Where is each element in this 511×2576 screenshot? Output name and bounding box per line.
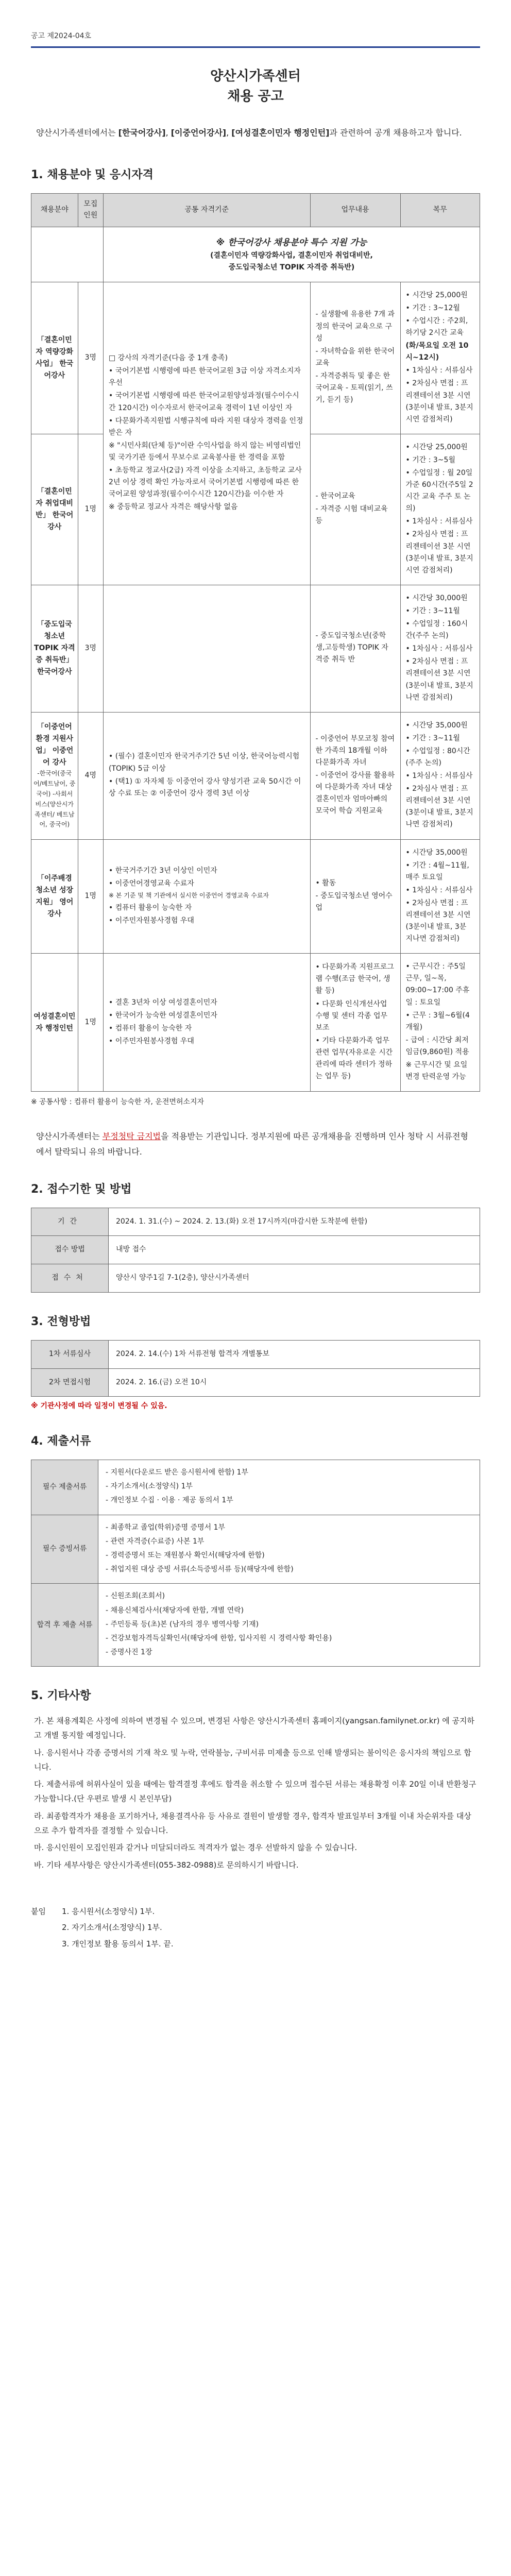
benefit-item: • 수업일정 : 월 20일가준 60시간(주5일 2시간 교육 주주 토 논의): [405, 469, 473, 513]
benefits-cell: [400, 434, 480, 585]
document-number: 공고 제2024-04호: [31, 31, 480, 48]
table-row: [31, 1460, 480, 1515]
attachment-item: 3. 개인정보 활용 동의서 1부. 끝.: [62, 1939, 174, 1948]
intro-highlight-1: [한국어강사]: [118, 127, 166, 138]
para2-pre: 양산시가족센터는: [36, 1131, 103, 1141]
benefits-cell: [400, 585, 480, 712]
list-item: 나. 응시원서나 각종 증명서의 기재 착오 및 누락, 연락불능, 구비서류 미제출 등으로 인해 발생되는 불이익은 응시자의 책임으로 합니다.: [34, 1748, 471, 1772]
duty-item: - 이중언어 부모코칭 참여한 가족의 18개월 이하 다문화가족 자녀: [315, 734, 395, 767]
benefit-item: • 1차심사 : 서류심사: [405, 366, 473, 375]
duty-item: • 다문화 인식개선사업 수행 및 센터 각종 업무 보조: [315, 999, 388, 1032]
attachments-label-spacer: [31, 1920, 62, 1936]
document-item: - 증명사진 1장: [106, 1648, 152, 1657]
table-row: [31, 712, 480, 839]
req-item: ※ 본 기준 및 책 기관에서 실시한 이중언어 경영교육 수료자: [109, 892, 269, 899]
benefit-item: • 1차심사 : 서류심사: [405, 517, 473, 526]
row-value: [98, 1584, 480, 1667]
document-item: - 관련 자격증(수료증) 사본 1부: [106, 1537, 205, 1546]
benefit-item: • 근무시간 : 주5일 근무, 일~목, 09:00~17:00 주휴일 : 토요일: [405, 962, 470, 1007]
other-notes-list: [31, 1714, 480, 1873]
title-line-2: 채용 공고: [227, 88, 284, 104]
document-item: - 자기소개서(소정양식) 1부: [106, 1482, 193, 1491]
intro-sep-2: ,: [226, 127, 232, 138]
benefit-item: • 시간당 25,000원: [405, 443, 468, 451]
requirements-cell: [104, 839, 311, 954]
application-table: [31, 1208, 480, 1293]
duty-item: • 기타 다문화가족 업무 관련 업무(자유로운 시간 관리에 따라 센터가 정하는 업무 등): [315, 1036, 393, 1081]
duty-item: • 다문화가족 지원프로그램 수행(조금 한국어, 생활 등): [315, 963, 394, 995]
header-count: 모집인원: [78, 194, 103, 227]
duty-item: - 한국어교육: [315, 492, 355, 501]
list-item: 마. 응시인원이 모집인원과 같거나 미달되더라도 적격자가 없는 경우 선발하지 않을 수 있습니다.: [34, 1843, 357, 1853]
intro-pre: 양산시가족센터에서는: [36, 127, 118, 138]
benefit-item: • 기간 : 3~5월: [405, 455, 455, 464]
notice-spacer: [31, 227, 104, 282]
benefit-item: • 기간 : 3~11월: [405, 606, 460, 615]
section-1-footnote: ※ 공통사항 : 컴퓨터 활용이 능숙한 자, 운전면허소지자: [31, 1098, 205, 1107]
req-item: • 다문화가족지원법 시행규칙에 따라 지원 대상자 경력을 인정받은 자: [109, 416, 303, 437]
duty-cell: [310, 585, 400, 712]
document-item: - 지원서(다운로드 받은 응시원서에 한함) 1부: [106, 1468, 249, 1477]
duty-item: - 자격증 시험 대비교육 등: [315, 505, 388, 526]
title-line-1: 양산시가족센터: [210, 68, 301, 84]
attachment-row: [31, 1904, 480, 1920]
benefit-item: • 시간당 25,000원: [405, 291, 468, 299]
duty-item: - 자녀학습을 위한 한국어교육: [315, 347, 395, 367]
recruitment-table: [31, 193, 480, 1092]
duty-cell: [310, 282, 400, 434]
benefits-cell: [400, 282, 480, 434]
intro-highlight-2: [이중언어강사]: [171, 127, 227, 138]
recruitment-table-header: [31, 194, 480, 227]
benefit-item: • 2차심사 면접 : 프리젠테이션 3분 시연(3분이내 발표, 3분지나면 감점처리): [405, 785, 473, 829]
section-4-title: 4. 제출서류: [31, 1435, 91, 1448]
headcount: 1명: [78, 839, 103, 954]
req-item: • (필수) 결혼이민자 한국거주기간 5년 이상, 한국어능력시험(TOPIK) 5급 이상: [109, 752, 300, 773]
document-item: - 채용신체검사서(채당자에 한함, 개별 연락): [106, 1606, 244, 1615]
document-item: - 취업지원 대상 증빙 서류(소득증빙서류 등)(해당자에 한함): [106, 1565, 294, 1574]
intro-post: 과 관련하여 공개 채용하고자 합니다.: [329, 127, 462, 138]
section-5-title: 5. 기타사항: [31, 1689, 91, 1703]
row-label: 합격 후 제출 서류: [31, 1584, 98, 1667]
document-item: - 신원조회(조회서): [106, 1592, 165, 1601]
table-row: [31, 1515, 480, 1584]
table-row: [31, 1340, 480, 1368]
benefits-cell: [400, 954, 480, 1092]
field-name: 「중도입국청소년 TOPIK 자격증 취득반」 한국어강사: [31, 585, 78, 712]
benefit-item: • 2차심사 면접 : 프리젠테이션 3분 시연(3분이내 발표, 3분지시연 감점처리): [405, 530, 473, 574]
document-item: - 개인정보 수집 · 이용 · 제공 동의서 1부: [106, 1496, 233, 1505]
req-item: • 이주민자원봉사경험 우대: [109, 1037, 194, 1045]
benefit-item: (화/목요일 오전 10시~12시): [405, 342, 469, 362]
row-value: 양산시 양주1길 7-1(2층), 양산시가족센터: [109, 1264, 480, 1293]
row-label: 접수처: [31, 1264, 109, 1293]
row-value: [98, 1460, 480, 1515]
benefit-item: • 시간당 30,000원: [405, 594, 468, 602]
benefit-item: • 2차심사 면접 : 프리젠테이션 3분 시연(3분이내 발표, 3분지시연 감점처리): [405, 379, 473, 423]
selection-table: [31, 1340, 480, 1397]
benefit-item: ※ 근무시간 및 요일 변경 탄력운영 가능: [405, 1061, 468, 1081]
table-row: [31, 585, 480, 712]
req-item: • 초등학교 정교사(2급) 자격 이상을 소지하고, 초등학교 교사 2년 이상 경력 확인 가능자로서 국어기본법 시행령에 따른 한국어교원 양성과정(필수이수시간 120시간)을 이수한 자: [109, 466, 302, 499]
duty-item: - 중도입국청소년(중학생,고등학생) TOPIK 자격증 취득 반: [315, 632, 388, 664]
headcount: 4명: [78, 712, 103, 839]
header-requirements: 공통 자격기준: [104, 194, 311, 227]
header-field: 채용분야: [31, 194, 78, 227]
notice-line-1: ※ 한국어강사 채용분야 특수 지원 가능: [216, 237, 367, 248]
anti-graft-paragraph: [31, 1129, 480, 1160]
notice-row: [31, 227, 480, 282]
benefit-item: • 수업일정 : 80시간(주주 논의): [405, 747, 470, 767]
benefit-item: • 기간 : 3~11월: [405, 734, 460, 742]
row-label: 접수 방법: [31, 1236, 109, 1264]
attachment-item: 2. 자기소개서(소정양식) 1부.: [62, 1923, 162, 1933]
headcount: 3명: [78, 585, 103, 712]
table-row: [31, 1368, 480, 1397]
benefit-item: • 1차심사 : 서류심사: [405, 645, 473, 653]
req-item: ※ 중등학교 정교사 자격은 해당사항 없음: [109, 503, 238, 512]
duty-cell: [310, 712, 400, 839]
attachments-label: 붙임: [31, 1906, 46, 1916]
section-2-title: 2. 접수기한 및 방법: [31, 1182, 132, 1196]
table-row: [31, 1264, 480, 1293]
req-item: • 컴퓨터 활용이 능숙한 자: [109, 1024, 192, 1032]
document-item: - 최종학교 졸업(학위)증명 증명서 1부: [106, 1523, 226, 1532]
field-name-main: 「이중언어환경 지원사업」 이중언어 강사: [36, 723, 74, 767]
benefit-item: • 근무 : 3월~6월(4개월): [405, 1011, 470, 1031]
benefit-item: • 2차심사 면접 : 프리젠테이션 3분 시연(3분이내 발표, 3분 지나면 감점처리): [405, 899, 471, 943]
row-label: 2차 면접시험: [31, 1368, 109, 1397]
attachments: [31, 1904, 480, 1953]
duty-cell: [310, 839, 400, 954]
req-item: • 이주민자원봉사경험 우대: [109, 916, 194, 925]
list-item: 가. 본 채용계획은 사정에 의하여 변경될 수 있으며, 변경된 사항은 양산시가족센터 홈페이지(yangsan.familynet.or.kr) 에 공지하고 개별 통지할 예정입니다.: [34, 1716, 474, 1740]
table-row: [31, 1584, 480, 1667]
header-benefits: 복무: [400, 194, 480, 227]
duty-item: - 자격증취득 및 좋은 한국어교육 - 토픽(읽기, 쓰기, 듣기 등): [315, 371, 393, 404]
anti-graft-law: 부정청탁 금지법: [102, 1131, 161, 1141]
documents-table: [31, 1460, 480, 1667]
table-row: [31, 1208, 480, 1236]
special-notice: [104, 227, 480, 282]
headcount: 1명: [78, 954, 103, 1092]
table-row: [31, 282, 480, 434]
req-item: □ 강사의 자격기준(다음 중 1개 충족): [109, 354, 228, 363]
req-item: • 결혼 3년차 이상 여성결혼이민자: [109, 998, 217, 1007]
list-item: 라. 최종합격자가 채용을 포기하거나, 채용결격사유 등 사유로 결원이 발생할 경우, 합격자 발표일부터 3개월 이내 차순위자를 대상으로 추가 합격자를 결정할 수 있습니다.: [34, 1811, 471, 1835]
list-item: 다. 제출서류에 허위사실이 있을 때에는 합격결정 후에도 합격을 취소할 수 있으며 접수된 서류는 채용확정 이후 20일 이내 반환청구 가능합니다.(단 우편로 발생 시 본인부담): [34, 1780, 476, 1804]
document-item: - 경력증명서 또는 재원봉사 확인서(해당자에 한함): [106, 1551, 265, 1560]
req-item: ※ "시민사회(단체 등)"이란 수익사업을 하지 않는 비영리법인 및 국가기관 등에서 무보수로 교육봉사를 한 경력을 포함: [109, 441, 301, 462]
table-row: [31, 1236, 480, 1264]
document-item: - 주민등록 등(초)본 (남자의 경우 병역사항 기재): [106, 1620, 259, 1629]
row-label: 1차 서류심사: [31, 1340, 109, 1368]
schedule-change-note: ※ 기관사정에 따라 일정이 변경될 수 있음.: [31, 1402, 167, 1411]
benefit-item: • 기간 : 4월~11월, 매주 토요일: [405, 861, 469, 882]
duty-item: - 중도입국청소년 영어수업: [315, 892, 393, 912]
section-1-title: 1. 채용분야 및 응시자격: [31, 168, 154, 182]
benefit-item: - 급여 : 시간당 최저임금(9,860원) 적용: [405, 1036, 469, 1056]
notice-line-3: 중도입국청소년 TOPIK 자격증 취득반): [228, 263, 355, 272]
duty-item: • 활동: [315, 879, 336, 888]
req-item: • (택1) ① 자자체 등 이중언어 강사 양성기관 교육 50시간 이상 수료 또는 ② 이중언어 강사 경력 3년 이상: [109, 777, 301, 798]
document-item: - 건강보험자격득실확인서(해당자에 한함, 입사지원 시 경력사항 확인용): [106, 1634, 332, 1642]
duty-cell: [310, 954, 400, 1092]
attachments-label-spacer: [31, 1936, 62, 1953]
field-name: 「결혼이민자 역량강화 사업」 한국어강사: [31, 282, 78, 434]
attachment-row: [31, 1920, 480, 1936]
row-value: [98, 1515, 480, 1584]
notice-line-2: (결혼이민자 역량강화사업, 결혼이민자 취업대비반,: [210, 251, 373, 260]
benefits-cell: [400, 839, 480, 954]
benefits-cell: [400, 712, 480, 839]
row-value: 2024. 1. 31.(수) ~ 2024. 2. 13.(화) 오전 17시까지(마감시한 도착분에 한함): [109, 1208, 480, 1236]
requirements-cell: [104, 585, 311, 712]
field-name: 여성결혼이민자 행정인턴: [31, 954, 78, 1092]
para2-post: 을 적용받는 기관입니다. 정부지원에 따른 공개채용을 진행하며 인사 청탁 시 서류전형에서 탈락되니 유의 바랍니다.: [36, 1131, 468, 1157]
intro-sep-1: ,: [165, 127, 171, 138]
duty-item: - 실생활에 유용한 7개 과정의 한국어 교육으로 구성: [315, 310, 395, 343]
attachment-item: 1. 응시원서(소정양식) 1부.: [62, 1906, 155, 1916]
headcount: 3명: [78, 282, 103, 434]
benefit-item: • 1차심사 : 서류심사: [405, 772, 473, 781]
row-value: 2024. 2. 16.(금) 오전 10시: [109, 1368, 480, 1397]
table-row: [31, 954, 480, 1092]
intro-highlight-3: [여성결혼이민자 행정인턴]: [231, 127, 330, 138]
common-requirements: [104, 282, 311, 585]
duty-cell: [310, 434, 400, 585]
section-3-title: 3. 전형방법: [31, 1315, 91, 1328]
intro-paragraph: [31, 125, 480, 141]
req-item: • 국어기본법 시행령에 따른 한국어교원양성과정(필수이수시간 120시간) 이수자로서 한국어교육 경력이 1년 이상인 자: [109, 392, 299, 412]
req-item: • 이중언어경영교육 수료자: [109, 879, 194, 888]
row-value: 내방 접수: [109, 1236, 480, 1264]
benefit-item: • 수업시간 : 주2회, 하기당 2시간 교육: [405, 316, 468, 337]
header-duty: 업무내용: [310, 194, 400, 227]
benefit-item: • 1차심사 : 서류심사: [405, 886, 473, 894]
headcount: 1명: [78, 434, 103, 585]
row-value: 2024. 2. 14.(수) 1차 서류전형 합격자 개별통보: [109, 1340, 480, 1368]
field-name: 「이주배경청소년 성장지원」 영어강사: [31, 839, 78, 954]
req-item: • 국어기본법 시행령에 따른 한국어교원 3급 이상 자격소지자 우선: [109, 367, 301, 387]
req-item: • 한국어가 능숙한 여성결혼이민자: [109, 1011, 217, 1020]
table-row: [31, 839, 480, 954]
req-item: • 한국거주기간 3년 이상인 이민자: [109, 866, 217, 875]
attachment-row: [31, 1936, 480, 1953]
page-title: [31, 66, 480, 107]
benefit-item: • 기간 : 3~12월: [405, 303, 460, 312]
benefit-item: • 시간당 35,000원: [405, 721, 468, 730]
row-label: 필수 제출서류: [31, 1460, 98, 1515]
requirements-cell: [104, 712, 311, 839]
field-name: 「결혼이민자 취업대비반」 한국어강사: [31, 434, 78, 585]
benefit-item: • 수업일정 : 160시간(주주 논의): [405, 620, 468, 640]
req-item: • 컴퓨터 활용이 능숙한 자: [109, 903, 192, 912]
field-name: [31, 712, 78, 839]
list-item: 바. 기타 세부사항은 양산시가족센터(055-382-0988)로 문의하시기 바랍니다.: [34, 1860, 299, 1870]
duty-item: - 이중언어 강사를 활용하여 다문화가족 자녀 대상 결혼이민자 엄마아빠의 모국어 학습 지원교육: [315, 771, 395, 816]
field-name-sub: -한국어(중국어/베트남어, 중국어) -사회서비스(양산시가족센터/ 베트남어, 중국어): [33, 770, 76, 828]
row-label: 기간: [31, 1208, 109, 1236]
benefit-item: • 시간당 35,000원: [405, 848, 468, 857]
row-label: 필수 증빙서류: [31, 1515, 98, 1584]
requirements-cell: [104, 954, 311, 1092]
benefit-item: • 2차심사 면접 : 프리젠테이션 3분 시연(3분이내 발표, 3분지나면 감점처리): [405, 657, 473, 702]
